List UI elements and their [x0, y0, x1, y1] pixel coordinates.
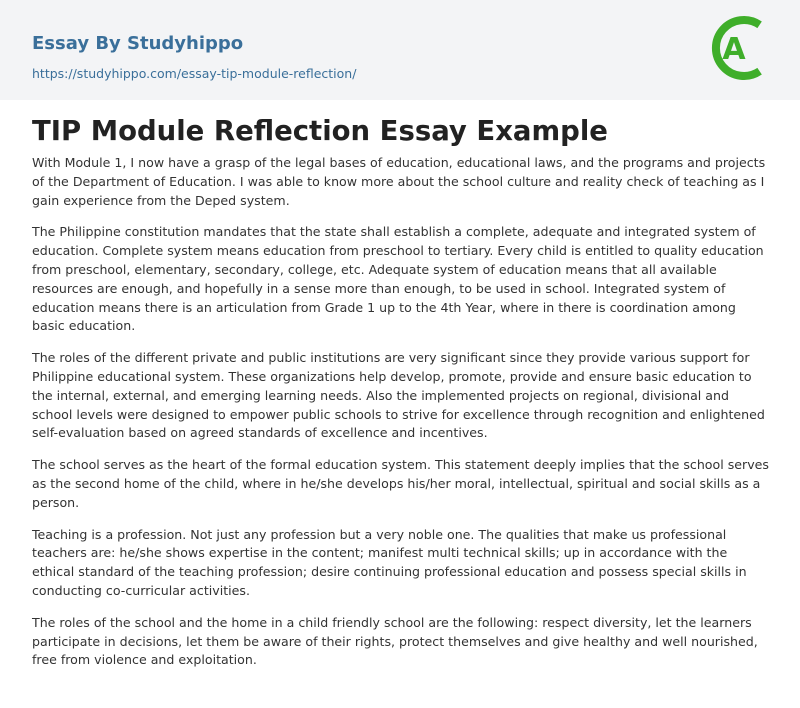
article-paragraph-4: The school serves as the heart of the formal education system. This statement deeply implies that the school serves as the second home of the child, where in he/she develops his/her moral, intellectual, spiritual and social skills as a person.: [32, 457, 769, 510]
studyhippo-logo-icon[interactable]: [707, 14, 771, 82]
article-paragraph-1: With Module 1, I now have a grasp of the legal bases of education, educational laws, and the programs and projects of the Department of Education. I was able to know more about the school culture and reality check of teaching as I gain experience from the Deped system.: [32, 155, 766, 208]
article: [32, 112, 772, 683]
logo-svg: [707, 14, 771, 82]
logo-letter: A: [722, 32, 746, 67]
article-paragraph-5: Teaching is a profession. Not just any profession but a very noble one. The qualities that make us professional teachers are: he/she shows expertise in the content; manifest multi technical skills; up in accordance with the ethical standard of the teaching profession; desire continuing professional education and possess special skills in conducting co-curricular activities.: [32, 526, 747, 598]
article-paragraph-2: The Philippine constitution mandates that the state shall establish a complete, adequate and integrated system of education. Complete system means education from preschool to tertiary. Every child is entitled to quality education from preschool, elementary, secondary, college, etc. Adequate system of education means that all available resources are enough, and hopefully in a sense more than enough, to be used in school. Integrated system of education means there is an articulation from Grade 1 up to the 4th Year, where in there is coordination among basic education.: [32, 224, 764, 334]
site-brand[interactable]: Essay By Studyhippo: [32, 33, 244, 54]
site-header: [0, 0, 800, 100]
article-paragraph-6: The roles of the school and the home in a child friendly school are the following: respect diversity, let the learners participate in decisions, let them be aware of their rights, protect themselves and give healthy and well nourished, free from violence and exploitation.: [32, 614, 758, 668]
article-title: TIP Module Reflection Essay Example: [32, 115, 608, 147]
page-url-link[interactable]: https://studyhippo.com/essay-tip-module-reflection/: [32, 66, 357, 81]
article-paragraph-3: The roles of the different private and public institutions are very significant since they provide various support for Philippine educational system. These organizations help develop, promote, provide and ensure basic education to the internal, external, and emerging learning needs. Also the implemented projects on regional, divisional and school levels were designed to empower public schools to strive for excellence through recognition and enlightened self-evaluation based on agreed standards of excellence and incentives.: [32, 350, 765, 441]
